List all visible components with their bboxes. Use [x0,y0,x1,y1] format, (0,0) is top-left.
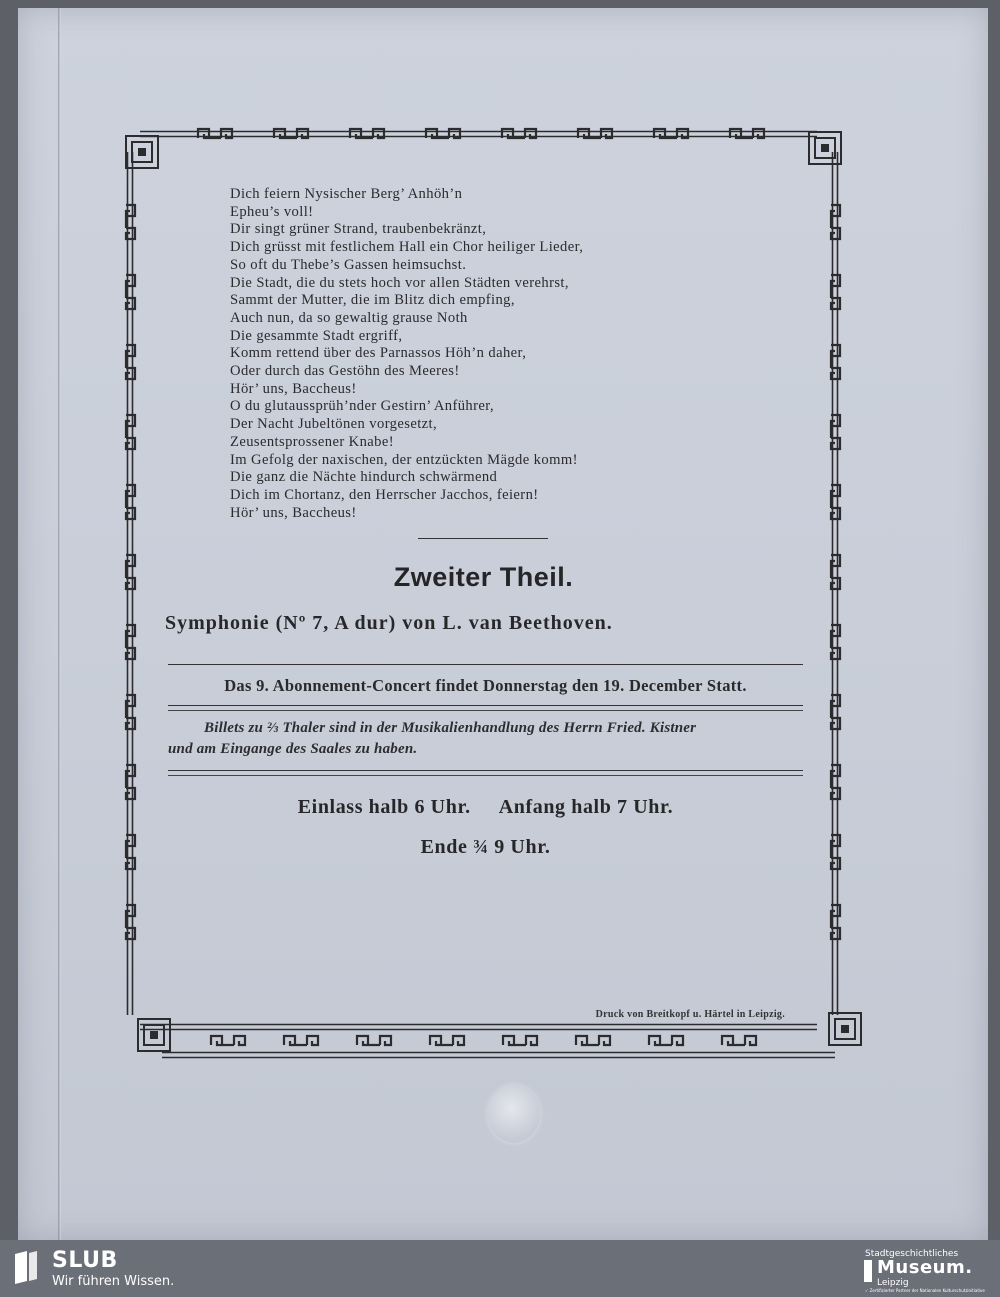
poem-line: Die ganz die Nächte hindurch schwärmend [230,469,498,486]
divider-double-rule [168,705,803,711]
poem-line: Dich im Chortanz, den Herrscher Jacchos, feiern! [230,486,539,503]
ticket-info-line: Billets zu ⅔ Thaler sind in der Musikalienhandlung des Herrn Fried. Kistner [204,720,697,736]
border-key-ornament [576,1036,610,1045]
museum-prefix: Stadtgeschichtliches [865,1249,959,1259]
library-name[interactable]: SLUB [52,1248,118,1273]
poem-text [230,186,790,522]
footer-bar [0,1240,1000,1297]
museum-name[interactable]: Museum. [877,1257,973,1278]
museum-certification: ✓ Zertifizierter Partner der Nationalen Kulturschutzinitiative [865,1288,985,1293]
poem-line: Die gesammte Stadt ergriff, [230,327,403,344]
poem-line: So oft du Thebe’s Gassen heimsuchst. [230,256,467,273]
museum-mark-icon [864,1260,872,1282]
border-key-ornament [722,1036,756,1045]
divider-short [418,538,548,539]
poem-line: Sammt der Mutter, die im Blitz dich empfing, [230,292,515,309]
poem-line: Hör’ uns, Baccheus! [230,504,357,521]
admission-time: Einlass halb 6 Uhr. [297,796,471,818]
poem-line: Dich grüsst mit festlichem Hall ein Chor heiliger Lieder, [230,239,584,256]
poem-line: Oder durch das Gestöhn des Meeres! [230,363,460,380]
border-key-ornament [211,1036,245,1045]
divider-double-rule [168,770,803,776]
admission-times [168,796,803,819]
border-key-ornament [284,1036,318,1045]
poem-line: Der Nacht Jubeltönen vorgesetzt, [230,416,438,433]
poem-line: Epheu’s voll! [230,203,314,220]
border-key-ornament [503,1036,537,1045]
border-key-ornament [649,1036,683,1045]
divider-rule [168,664,803,665]
slub-logo-icon [13,1251,39,1285]
poem-line: Die Stadt, die du stets hoch vor allen Städten verehrst, [230,274,569,291]
start-time: Anfang halb 7 Uhr. [498,796,674,818]
border-key-ornament [357,1036,391,1045]
museum-city: Leipzig [877,1278,909,1288]
poem-line: Auch nun, da so gewaltig grause Noth [230,309,468,326]
poem-line: Komm rettend über des Parnassos Höh’n daher, [230,345,527,362]
poem-line: O du glutaussprüh’nder Gestirn’ Anführer, [230,398,494,415]
poem-line: Im Gefolg der naxischen, der entzückten Mägde komm! [230,451,578,468]
border-key-ornament [430,1036,464,1045]
poem-line: Dir singt grüner Strand, traubenbekränzt, [230,221,487,238]
poem-line: Dich feiern Nysischer Berg’ Anhöh’n [230,186,463,202]
poem-line: Zeusentsprossener Knabe! [230,433,394,450]
poem-line: Hör’ uns, Baccheus! [230,380,357,397]
next-concert-notice: Das 9. Abonnement-Concert findet Donnerstag den 19. December Statt. [224,676,747,695]
symphony-line: Symphonie (Nº 7, A dur) von L. van Beethoven. [165,612,613,634]
printer-imprint: Druck von Breitkopf u. Härtel in Leipzig. [595,1009,785,1020]
ticket-info [168,718,808,760]
end-time: Ende ¾ 9 Uhr. [420,836,551,858]
part-title: Zweiter Theil. [393,562,574,592]
library-tagline: Wir führen Wissen. [52,1274,175,1289]
blind-stamp [488,1085,540,1143]
ticket-info-line: und am Eingange des Saales zu haben. [168,741,418,757]
